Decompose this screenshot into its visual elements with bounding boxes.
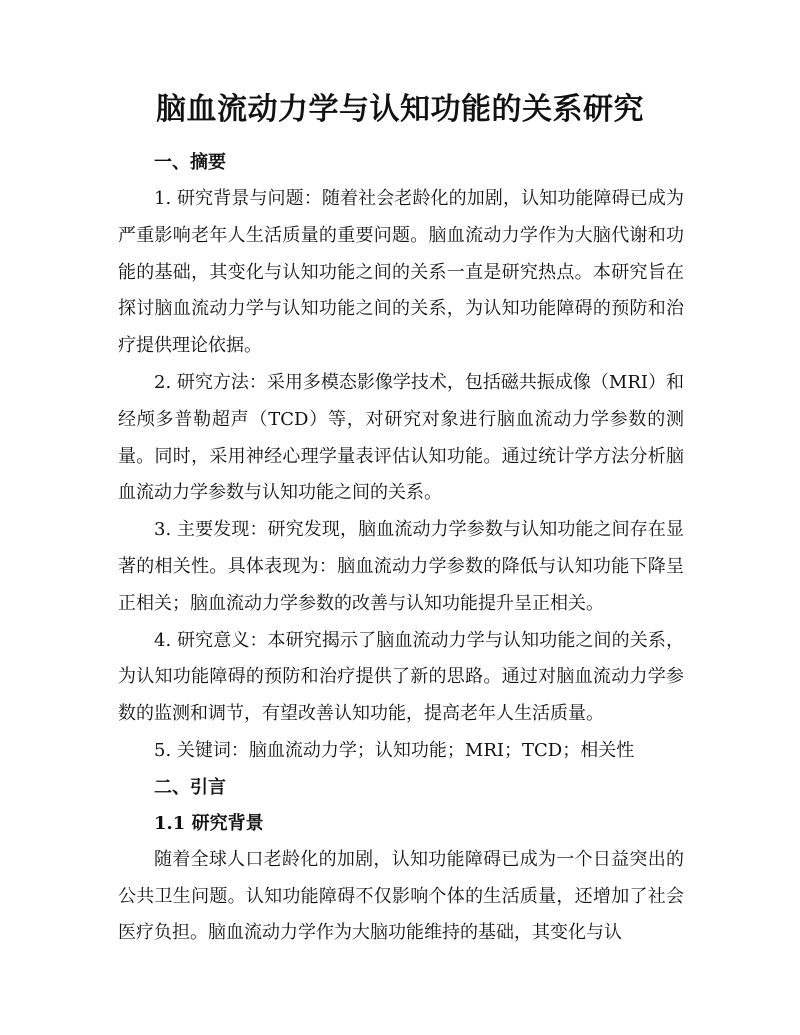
abstract-paragraph-methods: 2. 研究方法：采用多模态影像学技术，包括磁共振成像（MRI）和经颅多普勒超声（TCD）等，对研究对象进行脑血流动力学参数的测量。同时，采用神经心理学量表评估认知功能。通过统计学方法分析脑血流动力学参数与认知功能之间的关系。 [118, 371, 684, 504]
abstract-paragraph-findings: 3. 主要发现：研究发现，脑血流动力学参数与认知功能之间存在显著的相关性。具体表现为：脑血流动力学参数的降低与认知功能下降呈正相关；脑血流动力学参数的改善与认知功能提升呈正相关。 [118, 519, 684, 614]
introduction-paragraph: 随着全球人口老龄化的加剧，认知功能障碍已成为一个日益突出的公共卫生问题。认知功能障碍不仅影响个体的生活质量，还增加了社会医疗负担。脑血流动力学作为大脑功能维持的基础，其变化与认 [118, 848, 684, 944]
document-title: 脑血流动力学与认知功能的关系研究 [156, 92, 644, 127]
introduction-subheading: 1.1 研究背景 [154, 812, 264, 834]
abstract-paragraph-background: 1. 研究背景与问题：随着社会老龄化的加剧，认知功能障碍已成为严重影响老年人生活质量的重要问题。脑血流动力学作为大脑代谢和功能的基础，其变化与认知功能之间的关系一直是研究热点。本研究旨在探讨脑血流动力学与认知功能之间的关系，为认知功能障碍的预防和治疗提供理论依据。 [118, 188, 684, 357]
abstract-paragraph-significance: 4. 研究意义：本研究揭示了脑血流动力学与认知功能之间的关系，为认知功能障碍的预防和治疗提供了新的思路。通过对脑血流动力学参数的监测和调节，有望改善认知功能，提高老年人生活质量。 [118, 629, 684, 725]
abstract-heading: 一、摘要 [154, 152, 226, 173]
introduction-heading: 二、引言 [154, 776, 226, 798]
abstract-paragraph-keywords: 5. 关键词：脑血流动力学；认知功能；MRI；TCD；相关性 [154, 739, 635, 761]
document-body [118, 145, 684, 952]
